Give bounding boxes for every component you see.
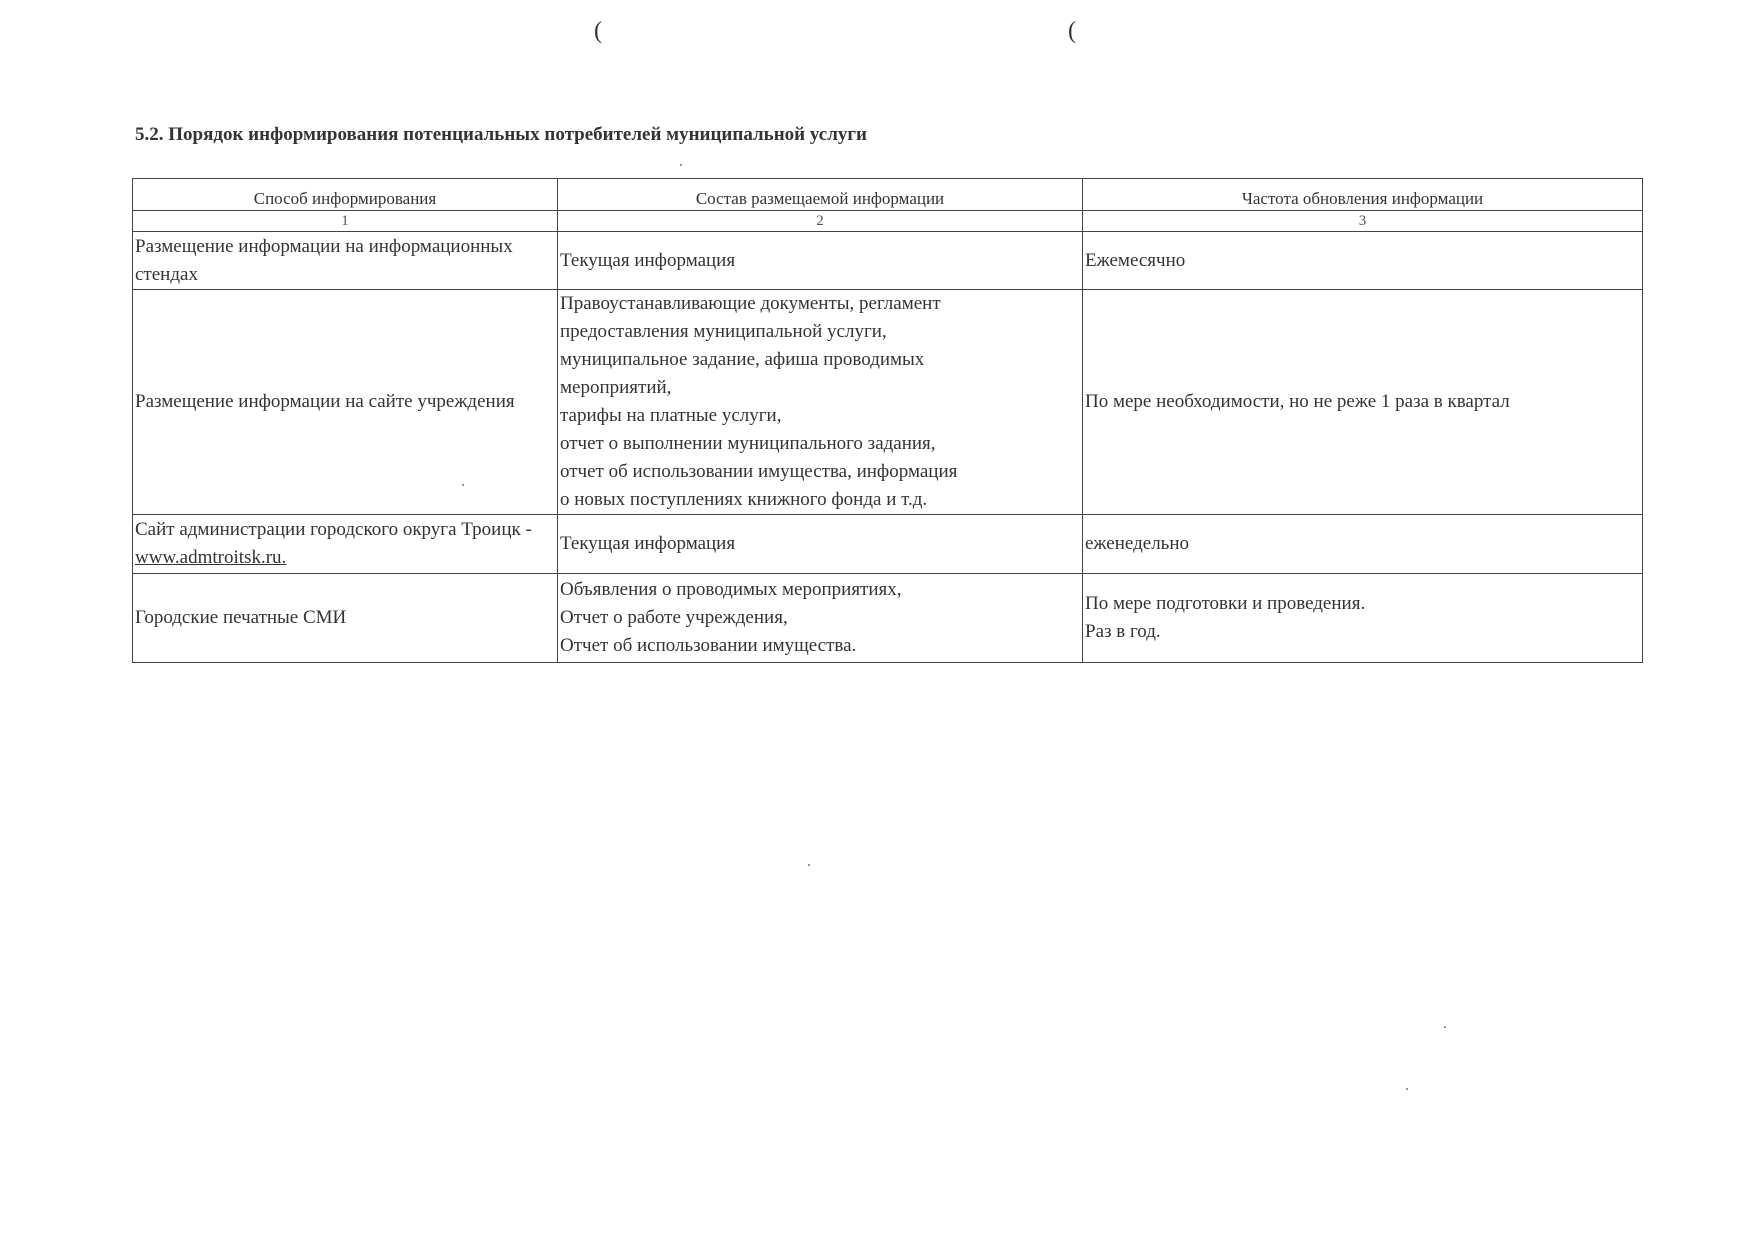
column-number: 3 (1083, 211, 1643, 232)
scan-speck (680, 164, 682, 166)
table-row (133, 232, 1643, 290)
column-header: Способ информирования (133, 179, 558, 211)
content-line: мероприятий, (560, 377, 672, 398)
content-line: отчет об использовании имущества, информация (560, 461, 958, 482)
content-cell (558, 574, 1083, 663)
frequency-line: еженедельно (1085, 533, 1190, 554)
content-line: тарифы на платные услуги, (560, 405, 782, 426)
frequency-line: По мере подготовки и проведения. (1085, 593, 1366, 614)
column-header: Состав размещаемой информации (558, 179, 1083, 211)
table-header-row (133, 179, 1643, 211)
content-line: муниципальное задание, афиша проводимых (560, 349, 925, 370)
content-line: Отчет об использовании имущества. (560, 635, 857, 656)
method-cell: Размещение информации на сайте учреждения (133, 290, 558, 515)
scan-speck (808, 864, 810, 866)
content-line: отчет о выполнении муниципального задания, (560, 433, 936, 454)
column-header: Частота обновления информации (1083, 179, 1643, 211)
scan-speck (1406, 1088, 1408, 1090)
frequency-line: По мере необходимости, но не реже 1 раза в квартал (1085, 391, 1510, 412)
column-number-row (133, 211, 1643, 232)
admin-site-link[interactable]: www.admtroitsk.ru. (135, 547, 287, 568)
column-number: 2 (558, 211, 1083, 232)
section-heading: 5.2. Порядок информирования потенциальных потребителей муниципальной услуги (135, 124, 867, 145)
content-cell (558, 290, 1083, 515)
scan-mark-right: ( (1068, 18, 1076, 44)
method-cell: Размещение информации на информационных стендах (133, 232, 558, 290)
frequency-cell (1083, 574, 1643, 663)
frequency-line: Ежемесячно (1085, 249, 1186, 271)
table-row (133, 515, 1643, 574)
content-line: Правоустанавливающие документы, регламент (560, 293, 941, 314)
frequency-cell (1083, 290, 1643, 515)
frequency-cell (1083, 232, 1643, 290)
frequency-cell (1083, 515, 1643, 574)
method-cell: Городские печатные СМИ (133, 574, 558, 663)
content-cell (558, 515, 1083, 574)
method-cell (133, 515, 558, 574)
content-line: о новых поступлениях книжного фонда и т.д. (560, 489, 928, 510)
scan-mark-left: ( (594, 18, 602, 44)
content-line: Текущая информация (560, 249, 736, 271)
content-line: Текущая информация (560, 533, 736, 554)
content-line: предоставления муниципальной услуги, (560, 321, 887, 342)
content-cell (558, 232, 1083, 290)
table-row (133, 574, 1643, 663)
method-text: Сайт администрации городского округа Троицк - (135, 519, 532, 540)
frequency-line: Раз в год. (1085, 621, 1161, 642)
column-number: 1 (133, 211, 558, 232)
information-table (132, 178, 1643, 663)
content-line: Отчет о работе учреждения, (560, 607, 788, 628)
scan-speck (1444, 1026, 1446, 1028)
content-line: Объявления о проводимых мероприятиях, (560, 579, 902, 600)
table-row (133, 290, 1643, 515)
